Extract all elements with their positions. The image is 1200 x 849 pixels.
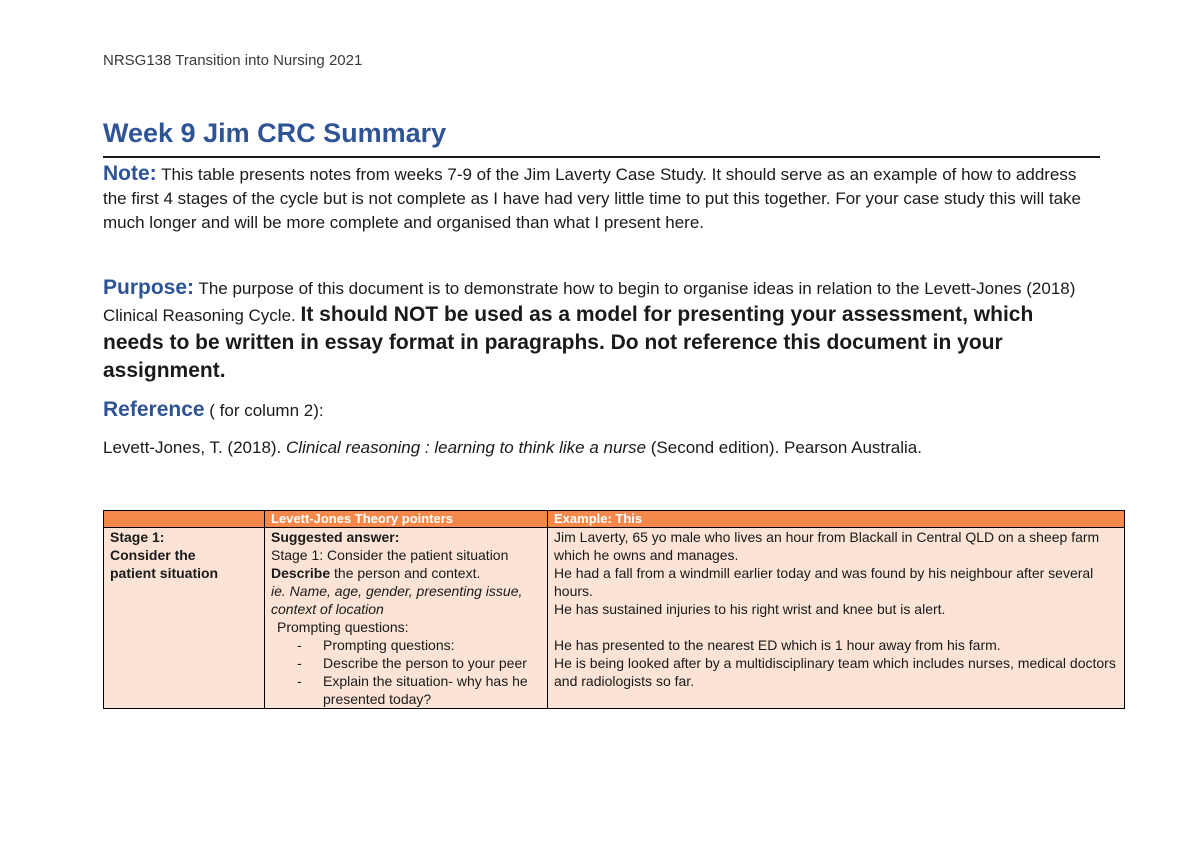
title-divider <box>103 156 1100 158</box>
prompt-list <box>271 636 541 708</box>
purpose-text: The purpose of this document is to demonstrate how to begin to organise ideas in relation to the Levett-Jones (2018) Clinical Reasoning Cycle. <box>103 279 1076 325</box>
example-line: Jim Laverty, 65 yo male who lives an hour from Blackall in Central QLD on a sheep farm which he owns and manages. <box>554 529 1100 563</box>
example-line: He is being looked after by a multidisciplinary team which includes nurses, medical doctors and radiologists so far. <box>554 655 1116 689</box>
table-row <box>104 528 1125 709</box>
describe-rest: the person and context. <box>330 565 481 581</box>
reference-citation <box>103 438 922 458</box>
describe-line <box>271 564 541 582</box>
stage-line: Consider the <box>110 547 196 563</box>
page-title: Week 9 Jim CRC Summary <box>103 118 447 148</box>
reference-suffix: ( for column 2): <box>204 401 324 420</box>
note-paragraph <box>103 162 1093 235</box>
example-line: He has sustained injuries to his right wrist and knee but is alert. <box>554 601 946 617</box>
table-header-row <box>104 511 1125 528</box>
table-header-cell: Example: This <box>548 511 1125 528</box>
table-header-cell <box>104 511 265 528</box>
example-line: He had a fall from a windmill earlier today and was found by his neighbour after several hours. <box>554 565 1094 599</box>
stage-line: patient situation <box>110 565 219 581</box>
list-item: - Explain the situation- why has he presented today? <box>271 672 541 708</box>
reference-book-title: Clinical reasoning : learning to think like a nurse <box>286 438 647 457</box>
reference-heading <box>103 398 324 422</box>
purpose-label: Purpose: <box>103 276 195 299</box>
describe-bold: Describe <box>271 565 331 581</box>
purpose-emphasis: It should NOT be used as a model for presenting your assessment, which needs to be written in essay format in paragraphs. Do not reference this document in your assignment. <box>103 303 1034 382</box>
list-item: - Prompting questions: <box>271 636 541 654</box>
note-text: This table presents notes from weeks 7-9 of the Jim Laverty Case Study. It should serve as an example of how to address the first 4 stages of the cycle but is not complete as I have had very little time to put this together. For your case study this will take much longer and will be more complete and organised than what I present here. <box>103 165 1081 232</box>
crc-table <box>103 510 1125 709</box>
purpose-paragraph <box>103 276 1093 385</box>
stage-line: Stage 1: <box>110 529 165 545</box>
theory-cell <box>265 528 548 709</box>
reference-author: Levett-Jones, T. (2018). <box>103 438 287 457</box>
example-line: He has presented to the nearest ED which is 1 hour away from his farm. <box>554 637 1001 653</box>
prompting-heading: Prompting questions: <box>277 619 409 635</box>
stage-cell <box>104 528 265 709</box>
reference-rest: (Second edition). Pearson Australia. <box>646 438 922 457</box>
italic-hint: ie. Name, age, gender, presenting issue, context of location <box>271 583 523 617</box>
reference-label: Reference <box>103 398 205 421</box>
example-cell <box>548 528 1125 709</box>
example-spacer <box>554 618 1118 636</box>
table-header-cell: Levett-Jones Theory pointers <box>265 511 548 528</box>
stage-description: Stage 1: Consider the patient situation <box>271 547 509 563</box>
document-header: NRSG138 Transition into Nursing 2021 <box>103 52 363 69</box>
note-label: Note: <box>103 162 157 185</box>
suggested-answer-label: Suggested answer: <box>271 529 400 545</box>
list-item: - Describe the person to your peer <box>271 654 541 672</box>
